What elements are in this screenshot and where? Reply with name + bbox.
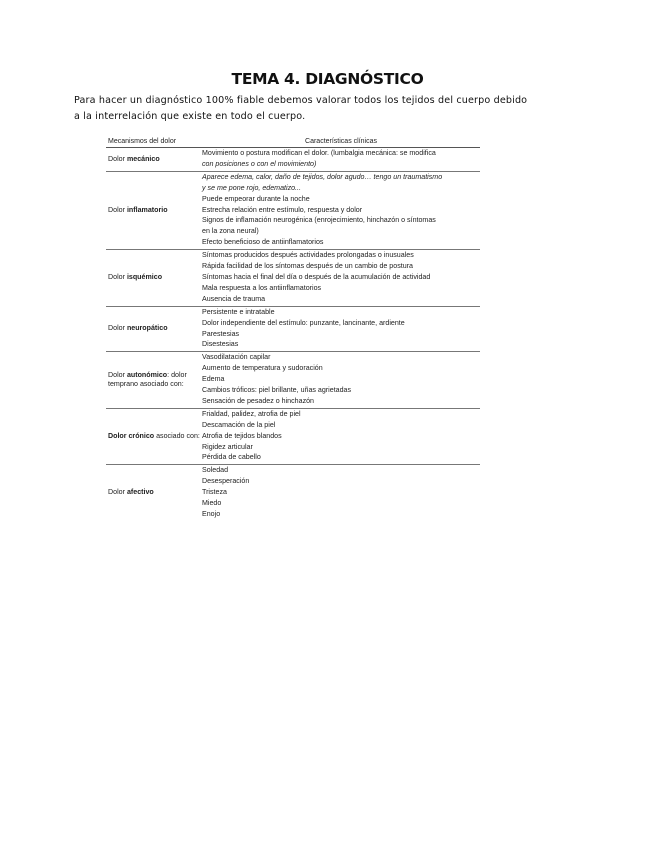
feature-line: Atrofia de tejidos blandos <box>202 431 282 440</box>
mechanism-suffix: : dolor temprano asociado con: <box>108 370 187 389</box>
feature-line: Parestesias <box>202 329 240 338</box>
table-row <box>106 352 480 409</box>
header-mechanism: Mecanismos del dolor <box>106 137 202 148</box>
mechanism-cell <box>106 408 202 465</box>
feature-line: con posiciones o con el movimiento) <box>202 159 317 168</box>
table-body <box>106 148 480 521</box>
table-row <box>106 148 480 172</box>
mechanism-name: mecánico <box>126 154 160 163</box>
feature-line: Ausencia de trauma <box>202 294 266 303</box>
table-row <box>106 306 480 352</box>
mechanism-prefix: Dolor <box>108 205 127 214</box>
mechanism-cell <box>106 352 202 409</box>
feature-line: Soledad <box>202 466 229 475</box>
feature-line: Rápida facilidad de los síntomas después de un cambio de postura <box>202 262 413 271</box>
table-header-row <box>106 137 480 148</box>
mechanism-prefix: Dolor <box>108 324 127 333</box>
feature-line: Efecto beneficioso de antiinflamatorios <box>202 238 324 247</box>
mechanism-name: neuropático <box>126 324 168 333</box>
features-cell <box>202 352 480 409</box>
feature-line: Puede empeorar durante la noche <box>202 194 310 203</box>
features-cell <box>202 171 480 249</box>
table-row <box>106 408 480 465</box>
features-cell <box>202 408 480 465</box>
feature-line: Sensación de pesadez o hinchazón <box>202 396 315 405</box>
feature-line: Dolor independiente del estímulo: punzante, lancinante, ardiente <box>202 318 405 327</box>
feature-line: Miedo <box>202 499 222 508</box>
pain-mechanisms-table <box>106 137 480 521</box>
feature-line: Desesperación <box>202 477 250 486</box>
feature-line: Movimiento o postura modifican el dolor. (lumbalgia mecánica: se modifica <box>202 149 436 157</box>
mechanism-prefix: Dolor <box>108 154 127 163</box>
mechanism-cell <box>106 306 202 352</box>
intro-paragraph <box>74 93 544 125</box>
mechanism-name: isquémico <box>126 273 163 282</box>
feature-line: Descamación de la piel <box>202 420 276 429</box>
feature-line: y se me pone rojo, edematizo... <box>202 183 301 192</box>
feature-line: Edema <box>202 375 225 384</box>
mechanism-prefix: Dolor <box>108 273 127 282</box>
table-row <box>106 465 480 521</box>
features-cell <box>202 465 480 521</box>
feature-line: Disestesias <box>202 340 239 349</box>
mechanism-suffix: asociado con: <box>154 431 200 440</box>
feature-line: Enojo <box>202 510 221 518</box>
mechanism-cell <box>106 171 202 249</box>
feature-line: en la zona neural) <box>202 227 259 236</box>
feature-line: Frialdad, palidez, atrofia de piel <box>202 409 301 418</box>
feature-line: Síntomas producidos después actividades prolongadas o inusuales <box>202 251 414 260</box>
header-features: Características clínicas <box>202 137 480 148</box>
features-cell <box>202 148 480 172</box>
intro-line-2: a la interrelación que existe en todo el cuerpo. <box>74 111 306 122</box>
mechanism-cell <box>106 250 202 307</box>
mechanism-cell <box>106 148 202 172</box>
features-cell <box>202 306 480 352</box>
feature-line: Tristeza <box>202 488 227 497</box>
page-title: TEMA 4. DIAGNÓSTICO <box>231 70 424 88</box>
feature-line: Aparece edema, calor, daño de tejidos, dolor agudo… tengo un traumatismo <box>202 172 443 181</box>
mechanism-name: inflamatorio <box>126 205 168 214</box>
feature-line: Cambios tróficos: piel brillante, uñas agrietadas <box>202 386 352 395</box>
feature-line: Pérdida de cabello <box>202 453 261 462</box>
table-row <box>106 171 480 249</box>
mechanism-name: afectivo <box>126 488 154 497</box>
feature-line: Vasodilatación capilar <box>202 353 271 362</box>
feature-line: Rigidez articular <box>202 442 253 451</box>
mechanism-name: autonómico <box>126 370 168 379</box>
table-row <box>106 250 480 307</box>
features-cell <box>202 250 480 307</box>
pain-mechanisms-table-wrapper <box>106 137 480 521</box>
feature-line: Mala respuesta a los antiinflamatorios <box>202 283 322 292</box>
feature-line: Signos de inflamación neurogénica (enrojecimiento, hinchazón o síntomas <box>202 216 436 225</box>
feature-line: Aumento de temperatura y sudoración <box>202 364 323 373</box>
feature-line: Estrecha relación entre estímulo, respuesta y dolor <box>202 205 363 214</box>
feature-line: Síntomas hacia el final del día o después de la acumulación de actividad <box>202 272 431 281</box>
mechanism-cell <box>106 465 202 521</box>
intro-line-1: Para hacer un diagnóstico 100% fiable debemos valorar todos los tejidos del cuerpo debido <box>74 95 528 106</box>
feature-line: Persistente e intratable <box>202 307 275 316</box>
mechanism-name: Dolor crónico <box>108 431 155 440</box>
mechanism-prefix: Dolor <box>108 370 127 379</box>
mechanism-prefix: Dolor <box>108 488 127 497</box>
